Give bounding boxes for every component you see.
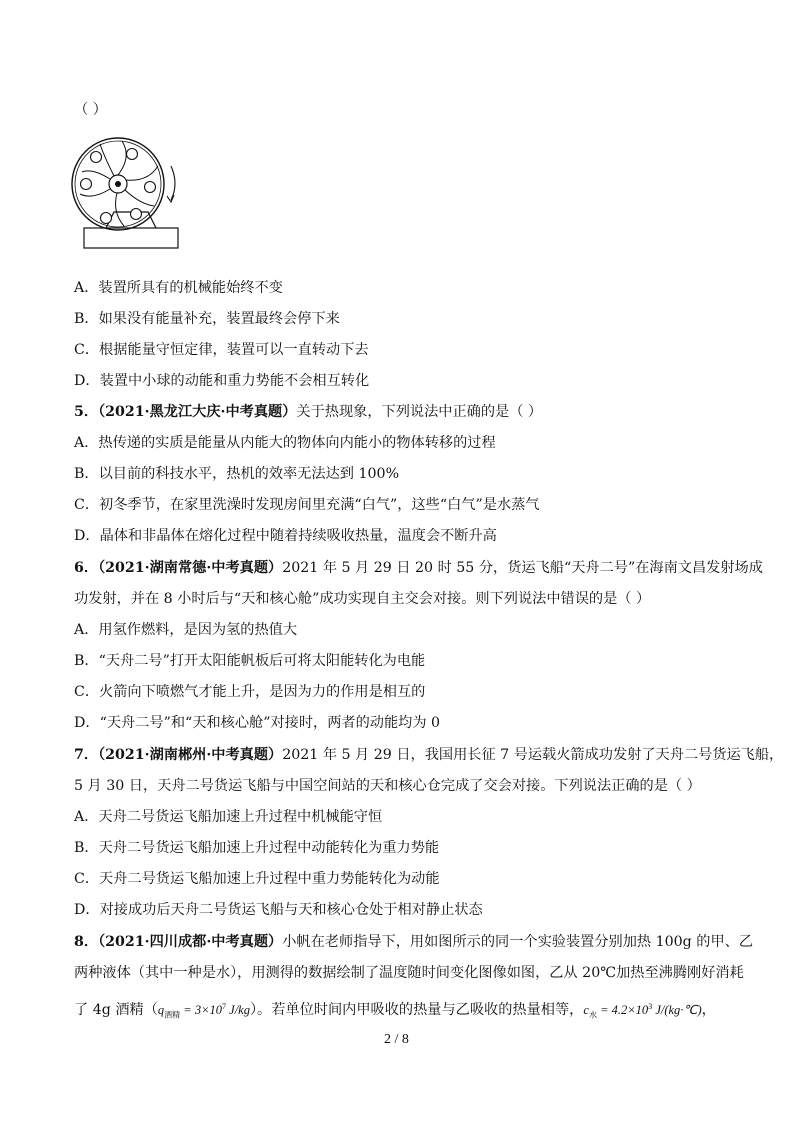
q6-question-1: 2021 年 5 月 29 日 20 时 55 分，货运飞船“天舟二号”在海南文昌发射场成	[282, 560, 763, 576]
q8-stem-line3	[74, 997, 716, 1026]
q4-answer-blank: （ ）	[74, 102, 107, 118]
q7-option-d[interactable]: D．对接成功后天舟二号货运飞船与天和核心仓处于相对静止状态	[74, 902, 483, 918]
q5-option-b[interactable]: B．以目前的科技水平，热机的效率无法达到 100%	[74, 466, 400, 482]
q6-stem-line1	[74, 558, 763, 578]
water-specific-heat-formula: $c_水 = 4.2\times 10^3$ J/(kg·℃)	[583, 1002, 702, 1020]
q4-option-a[interactable]: A．装置所具有的机械能始终不变	[74, 280, 283, 296]
q7-option-a[interactable]: A．天舟二号货运飞船加速上升过程中机械能守恒	[74, 809, 383, 825]
q7-source: 7．（2021·湖南郴州·中考真题）	[74, 747, 283, 763]
q4-option-d[interactable]: D．装置中小球的动能和重力势能不会相互转化	[74, 373, 370, 389]
q7-option-b[interactable]: B．天舟二号货运飞船加速上升过程中动能转化为重力势能	[74, 840, 440, 856]
alcohol-heat-value-formula: $q_{酒精} = 3\times 10^7$ J/kg	[157, 1002, 250, 1020]
q4-option-b[interactable]: B．如果没有能量补充，装置最终会停下来	[74, 311, 340, 327]
q7-stem-line2: 5 月 30 日，天舟二号货运飞船与中国空间站的天和核心仓完成了交会对接。下列说法正确的是（ ）	[74, 778, 701, 794]
q5-stem	[74, 402, 542, 422]
q8-stem-line1	[74, 932, 753, 952]
q5-question: 关于热现象，下列说法中正确的是（ ）	[296, 404, 543, 420]
q6-stem-line2: 功发射，并在 8 小时后与“天和核心舱”成功实现自主交会对接。则下列说法中错误的是（ ）	[74, 591, 651, 607]
q5-option-d[interactable]: D．晶体和非晶体在熔化过程中随着持续吸收热量，温度会不断升高	[74, 528, 497, 544]
q6-option-c[interactable]: C．火箭向下喷燃气才能上升，是因为力的作用是相互的	[74, 684, 426, 700]
q8-question-3b: ）。若单位时间内甲吸收的热量与乙吸收的热量相等，	[249, 1002, 584, 1019]
q6-option-d[interactable]: D．“天舟二号”和“天和核心舱”对接时，两者的动能均为 0	[74, 715, 441, 731]
rotating-wheel-figure	[70, 132, 190, 252]
q5-option-a[interactable]: A．热传递的实质是能量从内能大的物体向内能小的物体转移的过程	[74, 435, 496, 451]
q8-question-3c: ，	[701, 1002, 716, 1019]
q5-source: 5．（2021·黑龙江大庆·中考真题）	[74, 404, 297, 420]
q5-option-c[interactable]: C．初冬季节，在家里洗澡时发现房间里充满“白气”，这些“白气”是水蒸气	[74, 497, 540, 513]
q8-question-3a: 了 4g 酒精（	[74, 1002, 158, 1019]
q8-question-1: 小帆在老师指导下，用如图所示的同一个实验装置分别加热 100g 的甲、乙	[282, 934, 754, 950]
q4-option-c[interactable]: C．根据能量守恒定律，装置可以一直转动下去	[74, 342, 369, 358]
q8-stem-line2: 两种液体（其中一种是水），用测得的数据绘制了温度随时间变化图像如图，乙从 20℃加热至沸腾刚好消耗	[74, 965, 744, 981]
q6-option-a[interactable]: A．用氢作燃料，是因为氢的热值大	[74, 622, 298, 638]
page-number: 2 / 8	[384, 1032, 409, 1047]
q7-question-1: 2021 年 5 月 29 日，我国用长征 7 号运载火箭成功发射了天舟二号货运飞船，	[282, 747, 784, 763]
q7-option-c[interactable]: C．天舟二号货运飞船加速上升过程中重力势能转化为动能	[74, 871, 440, 887]
q7-stem-line1	[74, 745, 783, 765]
q8-source: 8．（2021·四川成都·中考真题）	[74, 934, 283, 950]
q6-source: 6．（2021·湖南常德·中考真题）	[74, 560, 283, 576]
q6-option-b[interactable]: B．“天舟二号”打开太阳能帆板后可将太阳能转化为电能	[74, 653, 426, 669]
